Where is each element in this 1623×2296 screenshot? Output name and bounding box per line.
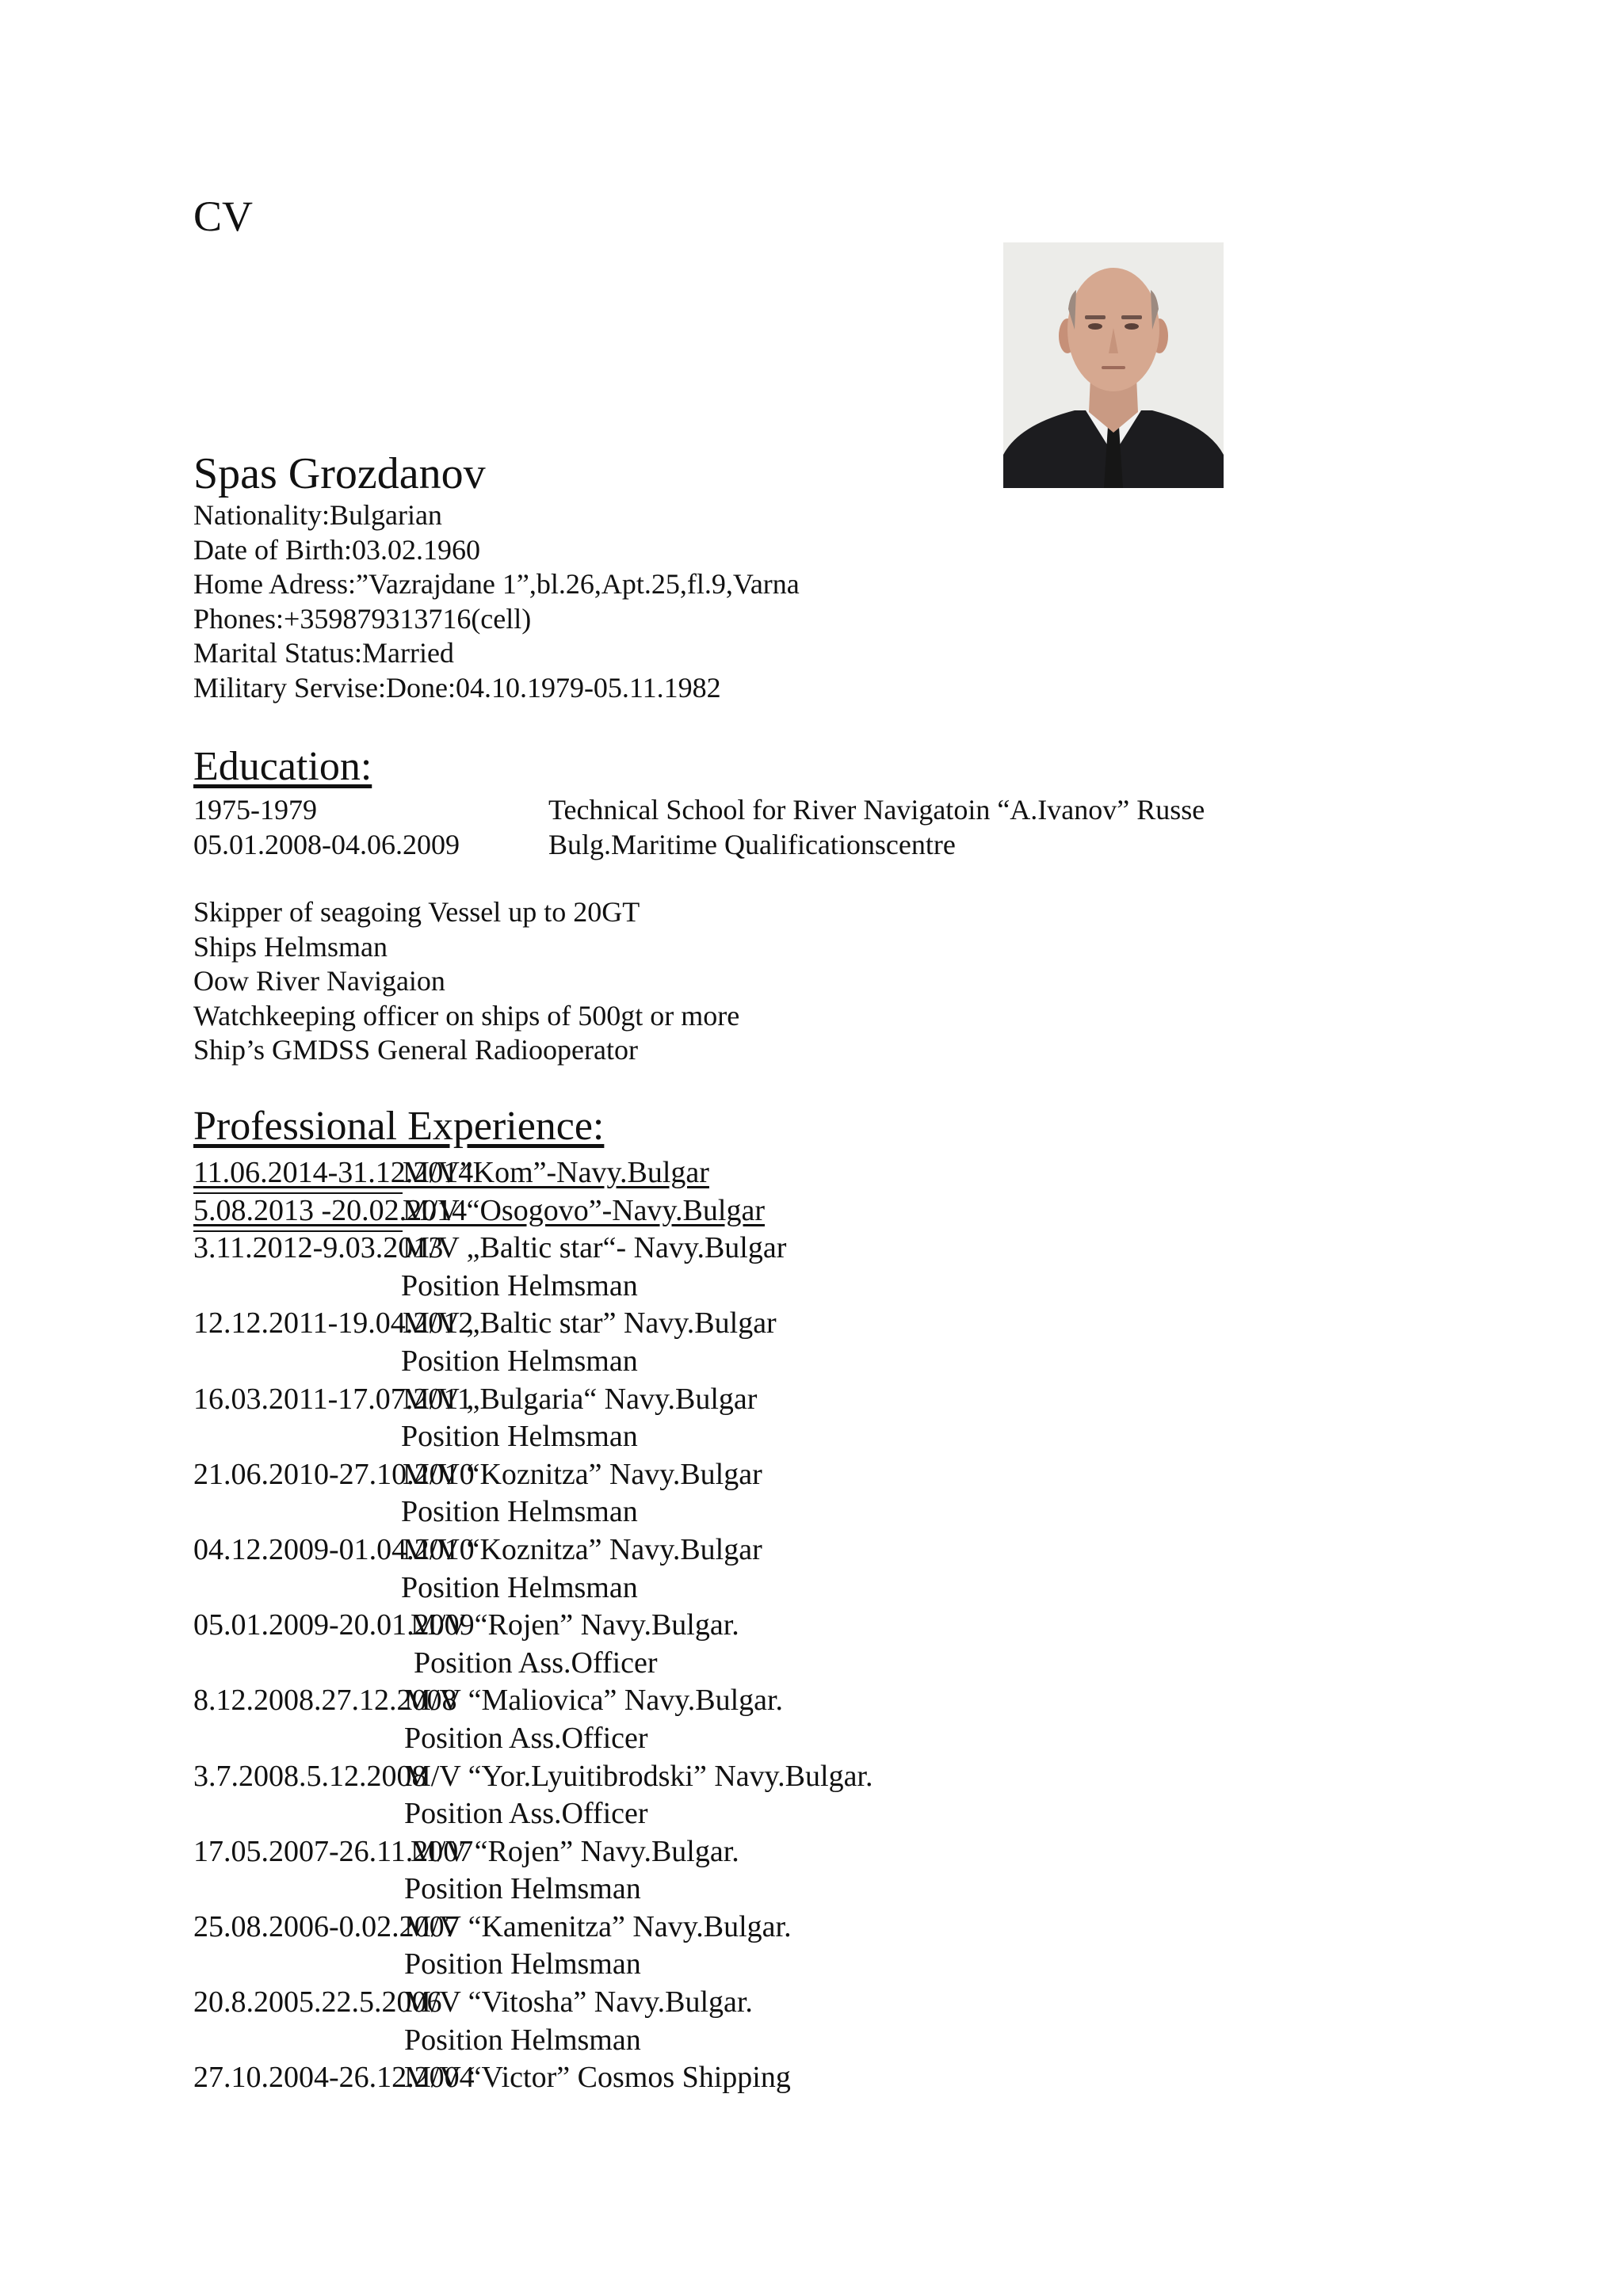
education-period: 05.01.2008-04.06.2009 <box>193 828 460 860</box>
experience-period: 20.8.2005.22.5.2006 <box>193 1985 442 2019</box>
experience-position: Position Helmsman <box>404 2023 641 2057</box>
experience-position: Position Helmsman <box>401 1420 638 1454</box>
experience-vessel: M/V “Rojen” Navy.Bulgar. <box>411 1834 739 1868</box>
experience-vessel: M/V “Yor.Lyuitibrodski” Navy.Bulgar. <box>404 1759 873 1793</box>
experience-period: 27.10.2004-26.12.2004 <box>193 2061 475 2095</box>
experience-position: Position Helmsman <box>404 1872 641 1906</box>
experience-vessel: M/V „Bulgaria“ Navy.Bulgar <box>403 1382 758 1416</box>
qualification-item: Ships Helmsman <box>193 930 388 963</box>
qualification-item: Ship’s GMDSS General Radiooperator <box>193 1034 638 1066</box>
phones: Phones:+359879313716(cell) <box>193 602 532 635</box>
experience-period: 16.03.2011-17.07.2011 <box>193 1382 472 1416</box>
education-institution: Technical School for River Navigatoin “A.Ivanov” Russe <box>548 794 1205 826</box>
qualifications-list <box>193 898 739 1070</box>
education-institution: Bulg.Maritime Qualificationscentre <box>548 828 956 860</box>
experience-period: 11.06.2014-31.12.2014 <box>193 1156 474 1189</box>
cv-heading: CV <box>193 193 254 240</box>
qualification-item: Watchkeeping officer on ships of 500gt or more <box>193 999 740 1032</box>
experience-vessel: M/V „Baltic star“- Navy.Bulgar <box>403 1231 787 1265</box>
qualification-item: Oow River Navigaion <box>193 965 445 997</box>
experience-vessel: M/V “Victor” Cosmos Shipping <box>404 2061 791 2095</box>
experience-vessel: M/V „Baltic star” Navy.Bulgar <box>403 1306 777 1341</box>
experience-period: 25.08.2006-0.02.2007 <box>193 1909 460 1943</box>
personal-details <box>193 501 800 707</box>
experience-position: Position Ass.Officer <box>414 1646 658 1680</box>
experience-vessel: M/V “Maliovica” Navy.Bulgar. <box>404 1684 784 1718</box>
experience-position: Position Helmsman <box>401 1495 638 1529</box>
experience-vessel: M/V “Vitosha” Navy.Bulgar. <box>404 1985 753 2019</box>
experience-period: 5.08.2013 -20.02.2014 <box>193 1193 468 1227</box>
military-service: Military Servise:Done:04.10.1979-05.11.1982 <box>193 671 721 704</box>
experience-period: 21.06.2010-27.10.2010 <box>193 1457 475 1491</box>
experience-period: 17.05.2007-26.11.2007 <box>193 1834 474 1868</box>
candidate-name: Spas Grozdanov <box>193 449 486 498</box>
experience-position: Position Ass.Officer <box>404 1721 648 1755</box>
experience-title: Professional Experience: <box>193 1104 605 1149</box>
experience-period: 04.12.2009-01.04.2010 <box>193 1532 475 1566</box>
experience-vessel: M/V “Osogovo”-Navy.Bulgar <box>403 1193 765 1227</box>
qualification-item: Skipper of seagoing Vessel up to 20GT <box>193 896 640 928</box>
experience-period: 3.11.2012-9.03.2013 <box>193 1231 444 1265</box>
date-of-birth: Date of Birth:03.02.1960 <box>193 533 480 566</box>
marital-status: Marital Status:Married <box>193 637 454 669</box>
nationality: Nationality:Bulgarian <box>193 499 442 531</box>
experience-period: 8.12.2008.27.12.2008 <box>193 1684 457 1718</box>
education-period: 1975-1979 <box>193 794 317 826</box>
experience-period: 05.01.2009-20.01.2009 <box>193 1608 475 1642</box>
experience-vessel: M/V “Koznitza” Navy.Bulgar <box>403 1457 762 1491</box>
experience-position: Position Ass.Officer <box>404 1797 648 1831</box>
experience-vessel: M/V “Koznitza” Navy.Bulgar <box>403 1532 762 1566</box>
experience-position: Position Helmsman <box>401 1268 638 1302</box>
home-address: Home Adress:”Vazrajdane 1”,bl.26,Apt.25,fl.9,Varna <box>193 568 800 600</box>
profile-photo <box>1003 242 1224 488</box>
experience-period: 3.7.2008.5.12.2008 <box>193 1759 427 1793</box>
experience-position: Position Helmsman <box>401 1570 638 1604</box>
experience-vessel: M/V “Kamenitza” Navy.Bulgar. <box>404 1909 792 1943</box>
experience-position: Position Helmsman <box>404 1947 641 1981</box>
experience-position: Position Helmsman <box>401 1344 638 1378</box>
experience-period: 12.12.2011-19.04.2012 <box>193 1306 474 1341</box>
experience-vessel: M/V”Kom”-Navy.Bulgar <box>403 1156 709 1189</box>
experience-vessel: M/V “Rojen” Navy.Bulgar. <box>411 1608 739 1642</box>
education-title: Education: <box>193 744 372 789</box>
